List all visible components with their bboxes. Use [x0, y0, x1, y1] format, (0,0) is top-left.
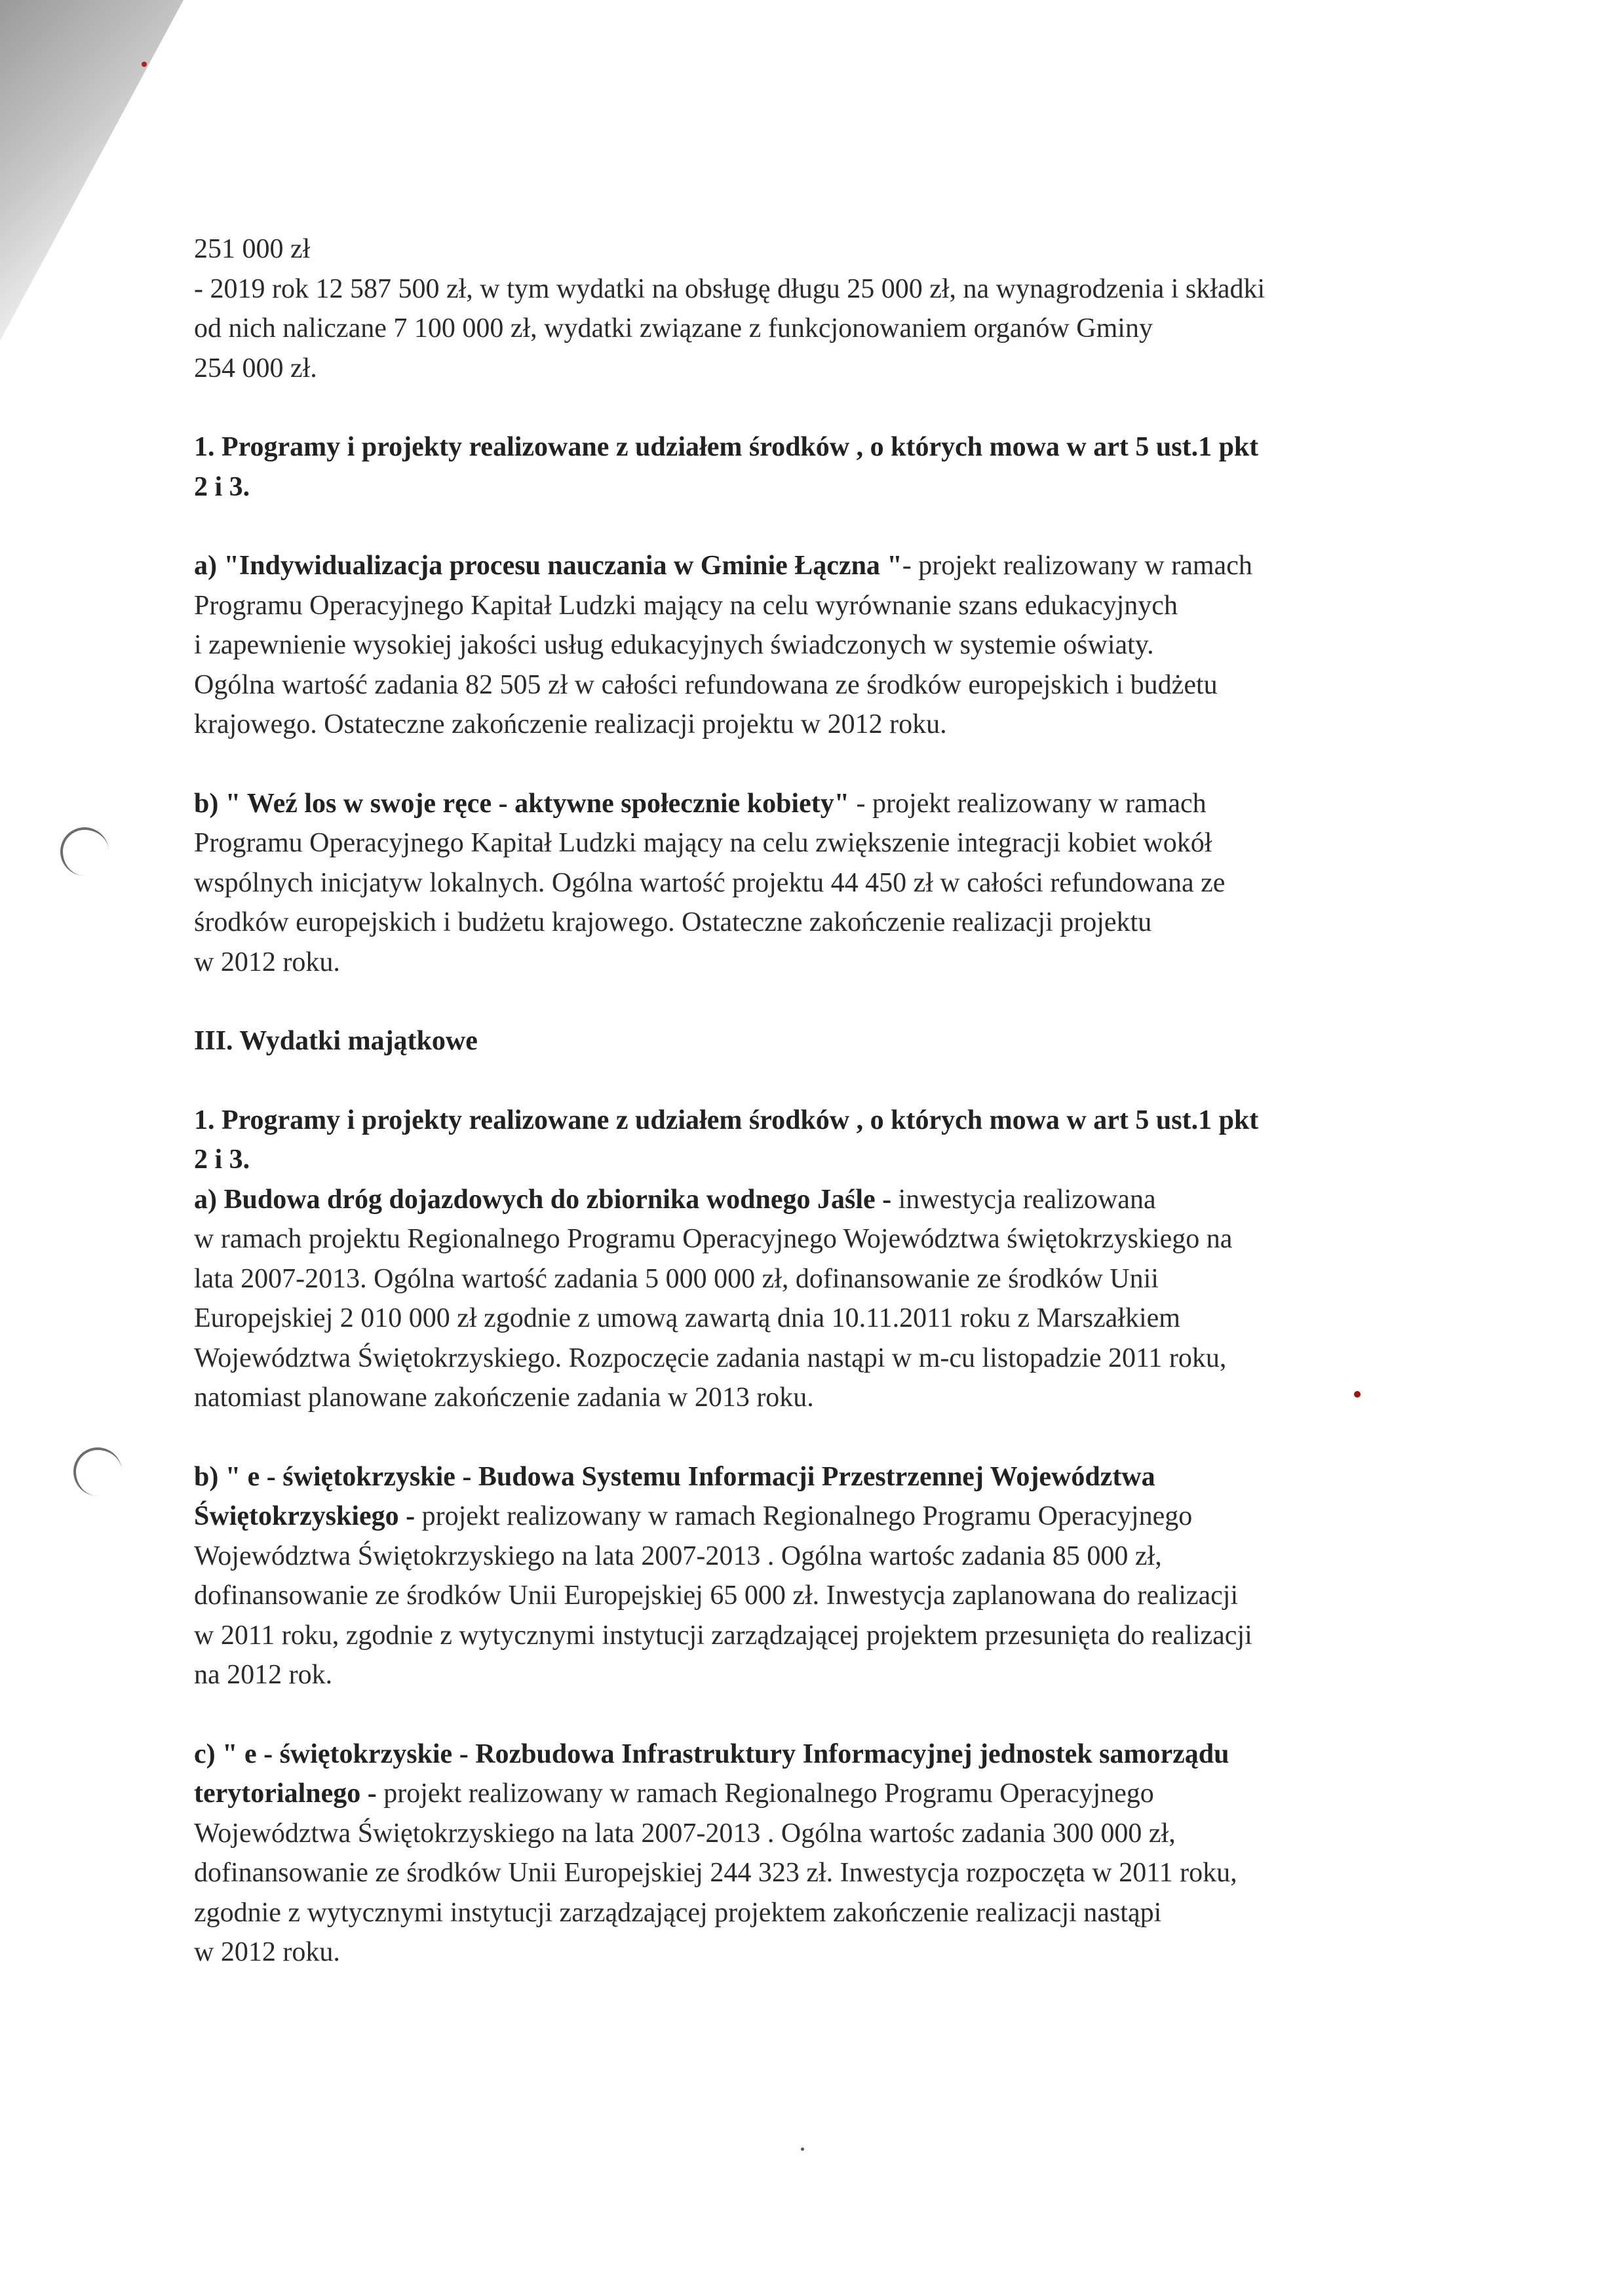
- project-title: c) " e - świętokrzyskie - Rozbudowa Infrastruktury Informacyjnej jednostek samorządu: [194, 1738, 1229, 1769]
- text-line: zgodnie z wytycznymi instytucji zarządzającej projektem zakończenie realizacji nastąpi: [194, 1897, 1162, 1928]
- spacer: [194, 507, 1472, 546]
- text-line: Województwa Świętokrzyskiego. Rozpoczęcie zadania nastąpi w m-cu listopadzie 2011 roku,: [194, 1343, 1227, 1373]
- project-title: terytorialnego -: [194, 1778, 377, 1809]
- text-line: [194, 546, 1472, 586]
- text-line: dofinansowanie ze środków Unii Europejskiej 65 000 zł. Inwestycja zaplanowana do realizacji: [194, 1580, 1239, 1611]
- project-paragraph: [194, 1101, 1472, 1418]
- text-line: Programu Operacyjnego Kapitał Ludzki mający na celu zwiększenie integracji kobiet wokół: [194, 828, 1212, 858]
- text-line: i zapewnienie wysokiej jakości usług edukacyjnych świadczonych w systemie oświaty.: [194, 630, 1154, 660]
- section-heading: [194, 427, 1472, 507]
- heading-line: III. Wydatki majątkowe: [194, 1026, 478, 1056]
- project-title: a) Budowa dróg dojazdowych do zbiornika wodnego Jaśle -: [194, 1184, 892, 1215]
- text-line: środków europejskich i budżetu krajowego. Ostateczne zakończenie realizacji projektu: [194, 907, 1152, 937]
- text-line: - 2019 rok 12 587 500 zł, w tym wydatki na obsługę długu 25 000 zł, na wynagrodzenia i składki: [194, 273, 1266, 304]
- text-line: Programu Operacyjnego Kapitał Ludzki mający na celu wyrównanie szans edukacyjnych: [194, 590, 1178, 621]
- project-title: b) " e - świętokrzyskie - Budowa Systemu Informacji Przestrzennej Województwa: [194, 1461, 1155, 1492]
- spacer: [194, 1418, 1472, 1457]
- text-line: w 2011 roku, zgodnie z wytycznymi instytucji zarządzającej projektem przesunięta do realizacji: [194, 1620, 1252, 1651]
- punch-hole-mark: [73, 1447, 122, 1496]
- project-title: b) " Weź los w swoje ręce - aktywne społecznie kobiety": [194, 788, 850, 819]
- text-line: w 2012 roku.: [194, 1937, 340, 1967]
- project-paragraph: [194, 1735, 1472, 1972]
- section-heading: [194, 1021, 1472, 1061]
- text-line: 251 000 zł: [194, 234, 311, 264]
- text-line: od nich naliczane 7 100 000 zł, wydatki związane z funkcjonowaniem organów Gminy: [194, 313, 1153, 343]
- text-line: [194, 1497, 1472, 1537]
- heading-line: 1. Programy i projekty realizowane z udziałem środków , o których mowa w art 5 ust.1 pkt: [194, 1105, 1259, 1135]
- project-title: Świętokrzyskiego -: [194, 1501, 416, 1531]
- ink-speck: [801, 2148, 804, 2151]
- project-text: projekt realizowany w ramach Regionalnego Programu Operacyjnego: [376, 1778, 1154, 1809]
- project-paragraph: [194, 546, 1472, 745]
- text-line: wspólnych inicjatyw lokalnych. Ogólna wartość projektu 44 450 zł w całości refundowana ze: [194, 867, 1226, 898]
- punch-hole-mark: [60, 827, 109, 876]
- project-text: projekt realizowany w ramach Regionalnego Programu Operacyjnego: [415, 1501, 1193, 1531]
- project-text: - projekt realizowany w ramach: [902, 551, 1252, 581]
- text-line: natomiast planowane zakończenie zadania w 2013 roku.: [194, 1383, 814, 1413]
- text-line: w 2012 roku.: [194, 947, 340, 977]
- text-line: Województwa Świętokrzyskiego na lata 2007-2013 . Ogólna wartośc zadania 300 000 zł,: [194, 1818, 1176, 1849]
- text-line: Województwa Świętokrzyskiego na lata 2007-2013 . Ogólna wartośc zadania 85 000 zł,: [194, 1540, 1162, 1571]
- project-paragraph: [194, 1457, 1472, 1695]
- text-line: lata 2007-2013. Ogólna wartość zadania 5 000 000 zł, dofinansowanie ze środków Unii: [194, 1263, 1159, 1294]
- text-line: w ramach projektu Regionalnego Programu Operacyjnego Województwa świętokrzyskiego na: [194, 1224, 1233, 1254]
- project-text: inwestycja realizowana: [891, 1184, 1156, 1215]
- project-title: a) "Indywidualizacja procesu nauczania w Gminie Łączna ": [194, 551, 902, 581]
- intro-paragraph: [194, 229, 1472, 388]
- project-text: - projekt realizowany w ramach: [849, 788, 1207, 819]
- text-line: krajowego. Ostateczne zakończenie realizacji projektu w 2012 roku.: [194, 709, 947, 739]
- ink-speck: [142, 62, 147, 67]
- text-line: Ogólna wartość zadania 82 505 zł w całości refundowana ze środków europejskich i budżetu: [194, 669, 1218, 700]
- document-body: [194, 229, 1472, 1972]
- spacer: [194, 982, 1472, 1021]
- spacer: [194, 745, 1472, 784]
- text-line: [194, 784, 1472, 824]
- project-paragraph: [194, 784, 1472, 983]
- text-line: na 2012 rok.: [194, 1660, 333, 1690]
- heading-line: 1. Programy i projekty realizowane z udziałem środków , o których mowa w art 5 ust.1 pkt: [194, 432, 1259, 462]
- spacer: [194, 1695, 1472, 1735]
- text-line: dofinansowanie ze środków Unii Europejskiej 244 323 zł. Inwestycja rozpoczęta w 2011 roku,: [194, 1858, 1237, 1888]
- text-line: [194, 1180, 1472, 1220]
- heading-line: 2 i 3.: [194, 1145, 250, 1175]
- spacer: [194, 388, 1472, 427]
- folded-corner-shadow: [0, 0, 184, 341]
- text-line: 254 000 zł.: [194, 353, 317, 383]
- text-line: Europejskiej 2 010 000 zł zgodnie z umową zawartą dnia 10.11.2011 roku z Marszałkiem: [194, 1303, 1180, 1333]
- spacer: [194, 1061, 1472, 1101]
- heading-line: 2 i 3.: [194, 471, 250, 502]
- text-line: [194, 1774, 1472, 1814]
